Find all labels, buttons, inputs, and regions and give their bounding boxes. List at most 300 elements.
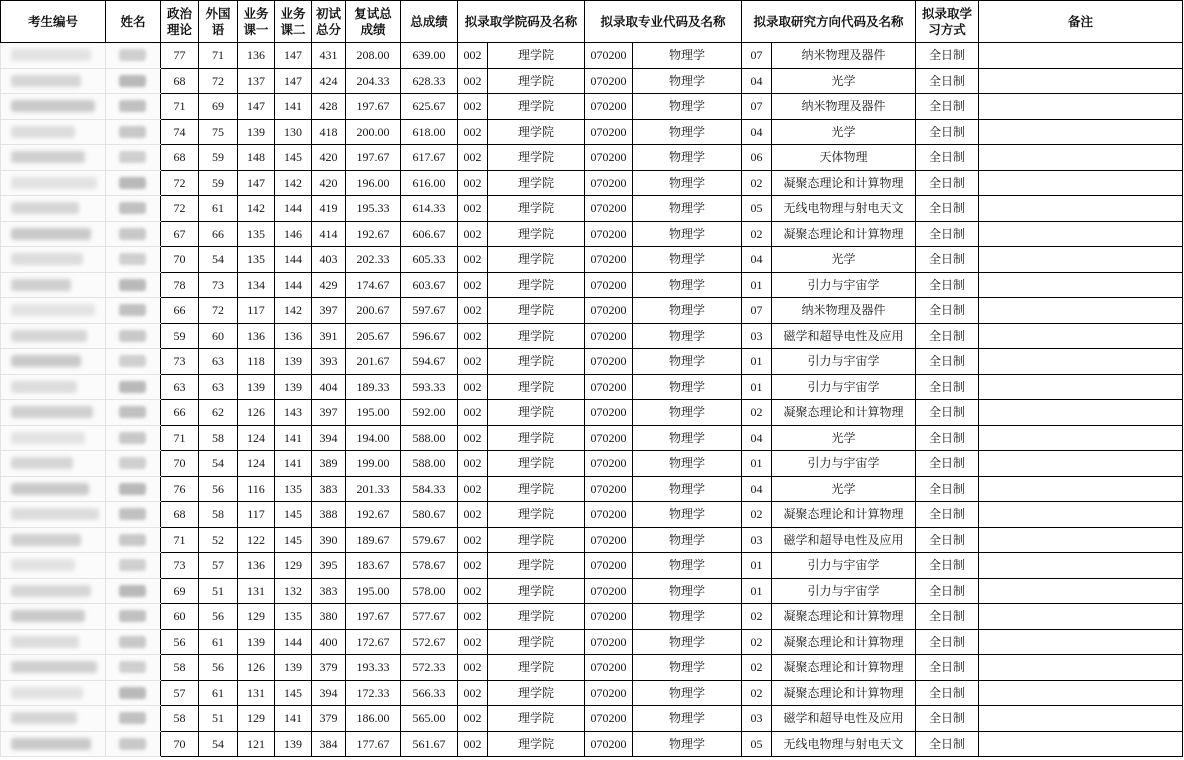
prelim-total-score: 420	[312, 145, 346, 171]
major-name: 物理学	[633, 706, 742, 732]
candidate-id-cell	[1, 323, 106, 349]
college-code: 002	[458, 451, 488, 477]
remarks-cell	[979, 655, 1183, 681]
direction-name: 光学	[772, 119, 916, 145]
retest-score: 189.33	[346, 374, 401, 400]
course-1-score: 147	[238, 170, 275, 196]
course-2-score: 142	[275, 298, 312, 324]
politics-score: 69	[161, 578, 199, 604]
redacted-candidate-id	[11, 508, 99, 520]
redacted-name	[119, 381, 146, 393]
college-name: 理学院	[488, 119, 585, 145]
course-2-score: 130	[275, 119, 312, 145]
remarks-cell	[979, 731, 1183, 757]
major-name: 物理学	[633, 680, 742, 706]
name-cell	[106, 527, 161, 553]
candidate-id-cell	[1, 604, 106, 630]
major-code: 070200	[585, 604, 633, 630]
name-cell	[106, 400, 161, 426]
major-code: 070200	[585, 68, 633, 94]
direction-code: 02	[742, 400, 772, 426]
direction-code: 07	[742, 298, 772, 324]
course-1-score: 121	[238, 731, 275, 757]
name-cell	[106, 247, 161, 273]
header-major: 拟录取专业代码及名称	[585, 1, 742, 43]
major-name: 物理学	[633, 374, 742, 400]
header-total-score: 总成绩	[401, 1, 458, 43]
redacted-candidate-id	[11, 432, 85, 444]
major-code: 070200	[585, 476, 633, 502]
redacted-name	[119, 355, 146, 367]
name-cell	[106, 604, 161, 630]
foreign-language-score: 51	[199, 578, 238, 604]
retest-score: 174.67	[346, 272, 401, 298]
college-name: 理学院	[488, 476, 585, 502]
retest-score: 192.67	[346, 502, 401, 528]
table-body	[1, 43, 1183, 757]
name-cell	[106, 629, 161, 655]
total-score: 572.67	[401, 629, 458, 655]
direction-name: 凝聚态理论和计算物理	[772, 680, 916, 706]
remarks-cell	[979, 43, 1183, 69]
prelim-total-score: 397	[312, 400, 346, 426]
retest-score: 202.33	[346, 247, 401, 273]
major-name: 物理学	[633, 272, 742, 298]
direction-name: 凝聚态理论和计算物理	[772, 221, 916, 247]
course-2-score: 139	[275, 731, 312, 757]
table-row	[1, 604, 1183, 630]
total-score: 597.67	[401, 298, 458, 324]
prelim-total-score: 414	[312, 221, 346, 247]
table-row	[1, 221, 1183, 247]
direction-code: 01	[742, 349, 772, 375]
direction-code: 07	[742, 94, 772, 120]
direction-name: 无线电物理与射电天文	[772, 196, 916, 222]
course-2-score: 141	[275, 451, 312, 477]
study-mode: 全日制	[916, 145, 979, 171]
study-mode: 全日制	[916, 43, 979, 69]
course-1-score: 131	[238, 680, 275, 706]
direction-name: 天体物理	[772, 145, 916, 171]
remarks-cell	[979, 170, 1183, 196]
college-name: 理学院	[488, 272, 585, 298]
remarks-cell	[979, 400, 1183, 426]
college-name: 理学院	[488, 731, 585, 757]
foreign-language-score: 75	[199, 119, 238, 145]
college-code: 002	[458, 527, 488, 553]
college-code: 002	[458, 298, 488, 324]
direction-name: 纳米物理及器件	[772, 298, 916, 324]
direction-code: 05	[742, 196, 772, 222]
prelim-total-score: 400	[312, 629, 346, 655]
politics-score: 71	[161, 425, 199, 451]
foreign-language-score: 52	[199, 527, 238, 553]
remarks-cell	[979, 145, 1183, 171]
politics-score: 73	[161, 349, 199, 375]
foreign-language-score: 69	[199, 94, 238, 120]
candidate-id-cell	[1, 731, 106, 757]
remarks-cell	[979, 706, 1183, 732]
name-cell	[106, 349, 161, 375]
course-2-score: 129	[275, 553, 312, 579]
candidate-id-cell	[1, 196, 106, 222]
foreign-language-score: 56	[199, 604, 238, 630]
redacted-name	[119, 712, 146, 724]
name-cell	[106, 145, 161, 171]
study-mode: 全日制	[916, 221, 979, 247]
redacted-name	[119, 457, 146, 469]
redacted-name	[119, 228, 146, 240]
prelim-total-score: 394	[312, 425, 346, 451]
college-name: 理学院	[488, 145, 585, 171]
remarks-cell	[979, 476, 1183, 502]
redacted-name	[119, 100, 146, 112]
total-score: 578.67	[401, 553, 458, 579]
direction-name: 凝聚态理论和计算物理	[772, 629, 916, 655]
total-score: 572.33	[401, 655, 458, 681]
direction-name: 引力与宇宙学	[772, 451, 916, 477]
retest-score: 172.33	[346, 680, 401, 706]
total-score: 614.33	[401, 196, 458, 222]
total-score: 561.67	[401, 731, 458, 757]
remarks-cell	[979, 196, 1183, 222]
retest-score: 204.33	[346, 68, 401, 94]
foreign-language-score: 56	[199, 476, 238, 502]
major-code: 070200	[585, 731, 633, 757]
direction-name: 引力与宇宙学	[772, 578, 916, 604]
name-cell	[106, 298, 161, 324]
major-code: 070200	[585, 196, 633, 222]
remarks-cell	[979, 680, 1183, 706]
study-mode: 全日制	[916, 451, 979, 477]
foreign-language-score: 61	[199, 196, 238, 222]
study-mode: 全日制	[916, 170, 979, 196]
course-2-score: 139	[275, 349, 312, 375]
direction-code: 04	[742, 68, 772, 94]
direction-code: 03	[742, 527, 772, 553]
politics-score: 66	[161, 298, 199, 324]
name-cell	[106, 323, 161, 349]
redacted-name	[119, 177, 146, 189]
course-2-score: 136	[275, 323, 312, 349]
direction-code: 04	[742, 119, 772, 145]
remarks-cell	[979, 629, 1183, 655]
retest-score: 193.33	[346, 655, 401, 681]
course-2-score: 141	[275, 425, 312, 451]
candidate-id-cell	[1, 527, 106, 553]
study-mode: 全日制	[916, 94, 979, 120]
course-2-score: 141	[275, 94, 312, 120]
retest-score: 192.67	[346, 221, 401, 247]
major-code: 070200	[585, 680, 633, 706]
direction-code: 01	[742, 374, 772, 400]
remarks-cell	[979, 527, 1183, 553]
major-name: 物理学	[633, 145, 742, 171]
college-code: 002	[458, 706, 488, 732]
course-1-score: 118	[238, 349, 275, 375]
table-row	[1, 629, 1183, 655]
major-code: 070200	[585, 425, 633, 451]
retest-score: 205.67	[346, 323, 401, 349]
study-mode: 全日制	[916, 400, 979, 426]
politics-score: 60	[161, 604, 199, 630]
politics-score: 78	[161, 272, 199, 298]
college-code: 002	[458, 349, 488, 375]
direction-code: 07	[742, 43, 772, 69]
course-1-score: 136	[238, 553, 275, 579]
name-cell	[106, 272, 161, 298]
study-mode: 全日制	[916, 680, 979, 706]
direction-name: 光学	[772, 425, 916, 451]
redacted-candidate-id	[11, 177, 97, 189]
name-cell	[106, 170, 161, 196]
prelim-total-score: 380	[312, 604, 346, 630]
candidate-id-cell	[1, 502, 106, 528]
redacted-candidate-id	[11, 687, 83, 699]
direction-name: 光学	[772, 247, 916, 273]
direction-code: 02	[742, 502, 772, 528]
candidate-id-cell	[1, 247, 106, 273]
major-name: 物理学	[633, 425, 742, 451]
redacted-name	[119, 483, 146, 495]
major-name: 物理学	[633, 298, 742, 324]
college-code: 002	[458, 272, 488, 298]
politics-score: 70	[161, 731, 199, 757]
major-name: 物理学	[633, 43, 742, 69]
course-2-score: 145	[275, 527, 312, 553]
redacted-candidate-id	[11, 253, 83, 265]
major-name: 物理学	[633, 502, 742, 528]
retest-score: 196.00	[346, 170, 401, 196]
redacted-name	[119, 304, 146, 316]
retest-score: 197.67	[346, 604, 401, 630]
redacted-candidate-id	[11, 712, 77, 724]
table-row	[1, 731, 1183, 757]
study-mode: 全日制	[916, 298, 979, 324]
major-code: 070200	[585, 298, 633, 324]
candidate-id-cell	[1, 145, 106, 171]
course-2-score: 139	[275, 655, 312, 681]
prelim-total-score: 395	[312, 553, 346, 579]
table-row	[1, 323, 1183, 349]
table-row	[1, 68, 1183, 94]
college-name: 理学院	[488, 298, 585, 324]
name-cell	[106, 94, 161, 120]
college-code: 002	[458, 629, 488, 655]
major-name: 物理学	[633, 196, 742, 222]
redacted-candidate-id	[11, 126, 75, 138]
study-mode: 全日制	[916, 119, 979, 145]
college-code: 002	[458, 68, 488, 94]
college-code: 002	[458, 170, 488, 196]
major-name: 物理学	[633, 553, 742, 579]
redacted-candidate-id	[11, 738, 91, 750]
name-cell	[106, 553, 161, 579]
candidate-id-cell	[1, 680, 106, 706]
course-1-score: 134	[238, 272, 275, 298]
study-mode: 全日制	[916, 247, 979, 273]
politics-score: 70	[161, 247, 199, 273]
total-score: 594.67	[401, 349, 458, 375]
table-row	[1, 706, 1183, 732]
prelim-total-score: 424	[312, 68, 346, 94]
total-score: 603.67	[401, 272, 458, 298]
college-name: 理学院	[488, 706, 585, 732]
study-mode: 全日制	[916, 629, 979, 655]
politics-score: 58	[161, 706, 199, 732]
course-2-score: 147	[275, 68, 312, 94]
total-score: 618.00	[401, 119, 458, 145]
course-1-score: 117	[238, 298, 275, 324]
candidate-id-cell	[1, 170, 106, 196]
prelim-total-score: 383	[312, 578, 346, 604]
foreign-language-score: 58	[199, 425, 238, 451]
major-name: 物理学	[633, 68, 742, 94]
politics-score: 71	[161, 94, 199, 120]
remarks-cell	[979, 604, 1183, 630]
remarks-cell	[979, 374, 1183, 400]
college-name: 理学院	[488, 221, 585, 247]
study-mode: 全日制	[916, 425, 979, 451]
major-name: 物理学	[633, 400, 742, 426]
course-2-score: 143	[275, 400, 312, 426]
name-cell	[106, 680, 161, 706]
foreign-language-score: 63	[199, 374, 238, 400]
redacted-candidate-id	[11, 355, 81, 367]
candidate-id-cell	[1, 119, 106, 145]
header-politics: 政治 理论	[161, 1, 199, 43]
remarks-cell	[979, 94, 1183, 120]
candidate-id-cell	[1, 629, 106, 655]
direction-name: 光学	[772, 476, 916, 502]
major-name: 物理学	[633, 578, 742, 604]
redacted-name	[119, 661, 146, 673]
total-score: 588.00	[401, 451, 458, 477]
study-mode: 全日制	[916, 323, 979, 349]
foreign-language-score: 54	[199, 731, 238, 757]
college-code: 002	[458, 731, 488, 757]
candidate-id-cell	[1, 298, 106, 324]
direction-code: 01	[742, 578, 772, 604]
header-direction: 拟录取研究方向代码及名称	[742, 1, 916, 43]
redacted-candidate-id	[11, 406, 93, 418]
direction-code: 02	[742, 221, 772, 247]
prelim-total-score: 394	[312, 680, 346, 706]
redacted-name	[119, 330, 146, 342]
table-row	[1, 43, 1183, 69]
college-name: 理学院	[488, 578, 585, 604]
retest-score: 195.33	[346, 196, 401, 222]
direction-name: 凝聚态理论和计算物理	[772, 655, 916, 681]
table-row	[1, 119, 1183, 145]
remarks-cell	[979, 502, 1183, 528]
redacted-candidate-id	[11, 559, 75, 571]
politics-score: 66	[161, 400, 199, 426]
politics-score: 63	[161, 374, 199, 400]
header-candidate-id: 考生编号	[1, 1, 106, 43]
candidate-id-cell	[1, 553, 106, 579]
foreign-language-score: 56	[199, 655, 238, 681]
prelim-total-score: 379	[312, 706, 346, 732]
name-cell	[106, 221, 161, 247]
major-name: 物理学	[633, 527, 742, 553]
header-name: 姓名	[106, 1, 161, 43]
table-row	[1, 196, 1183, 222]
retest-score: 177.67	[346, 731, 401, 757]
college-code: 002	[458, 604, 488, 630]
course-2-score: 147	[275, 43, 312, 69]
retest-score: 195.00	[346, 400, 401, 426]
direction-code: 02	[742, 604, 772, 630]
course-1-score: 142	[238, 196, 275, 222]
total-score: 578.00	[401, 578, 458, 604]
candidate-id-cell	[1, 655, 106, 681]
politics-score: 58	[161, 655, 199, 681]
foreign-language-score: 61	[199, 629, 238, 655]
redacted-candidate-id	[11, 457, 73, 469]
college-name: 理学院	[488, 170, 585, 196]
total-score: 596.67	[401, 323, 458, 349]
total-score: 605.33	[401, 247, 458, 273]
major-code: 070200	[585, 578, 633, 604]
major-code: 070200	[585, 527, 633, 553]
college-code: 002	[458, 400, 488, 426]
college-code: 002	[458, 196, 488, 222]
major-code: 070200	[585, 629, 633, 655]
table-header	[1, 1, 1183, 43]
remarks-cell	[979, 298, 1183, 324]
major-code: 070200	[585, 145, 633, 171]
college-name: 理学院	[488, 323, 585, 349]
college-name: 理学院	[488, 374, 585, 400]
prelim-total-score: 388	[312, 502, 346, 528]
redacted-candidate-id	[11, 100, 95, 112]
direction-name: 引力与宇宙学	[772, 553, 916, 579]
college-name: 理学院	[488, 196, 585, 222]
table-row	[1, 553, 1183, 579]
direction-name: 磁学和超导电性及应用	[772, 527, 916, 553]
major-name: 物理学	[633, 629, 742, 655]
prelim-total-score: 419	[312, 196, 346, 222]
name-cell	[106, 425, 161, 451]
remarks-cell	[979, 323, 1183, 349]
major-name: 物理学	[633, 604, 742, 630]
candidate-id-cell	[1, 578, 106, 604]
college-code: 002	[458, 553, 488, 579]
politics-score: 71	[161, 527, 199, 553]
major-name: 物理学	[633, 476, 742, 502]
politics-score: 68	[161, 502, 199, 528]
foreign-language-score: 54	[199, 247, 238, 273]
college-name: 理学院	[488, 425, 585, 451]
course-1-score: 122	[238, 527, 275, 553]
retest-score: 172.67	[346, 629, 401, 655]
total-score: 616.00	[401, 170, 458, 196]
study-mode: 全日制	[916, 655, 979, 681]
table-row	[1, 400, 1183, 426]
header-course-1: 业务 课一	[238, 1, 275, 43]
redacted-candidate-id	[11, 75, 81, 87]
table-row	[1, 425, 1183, 451]
retest-score: 200.00	[346, 119, 401, 145]
total-score: 625.67	[401, 94, 458, 120]
major-code: 070200	[585, 349, 633, 375]
header-row	[1, 1, 1183, 43]
politics-score: 77	[161, 43, 199, 69]
total-score: 584.33	[401, 476, 458, 502]
study-mode: 全日制	[916, 578, 979, 604]
remarks-cell	[979, 119, 1183, 145]
